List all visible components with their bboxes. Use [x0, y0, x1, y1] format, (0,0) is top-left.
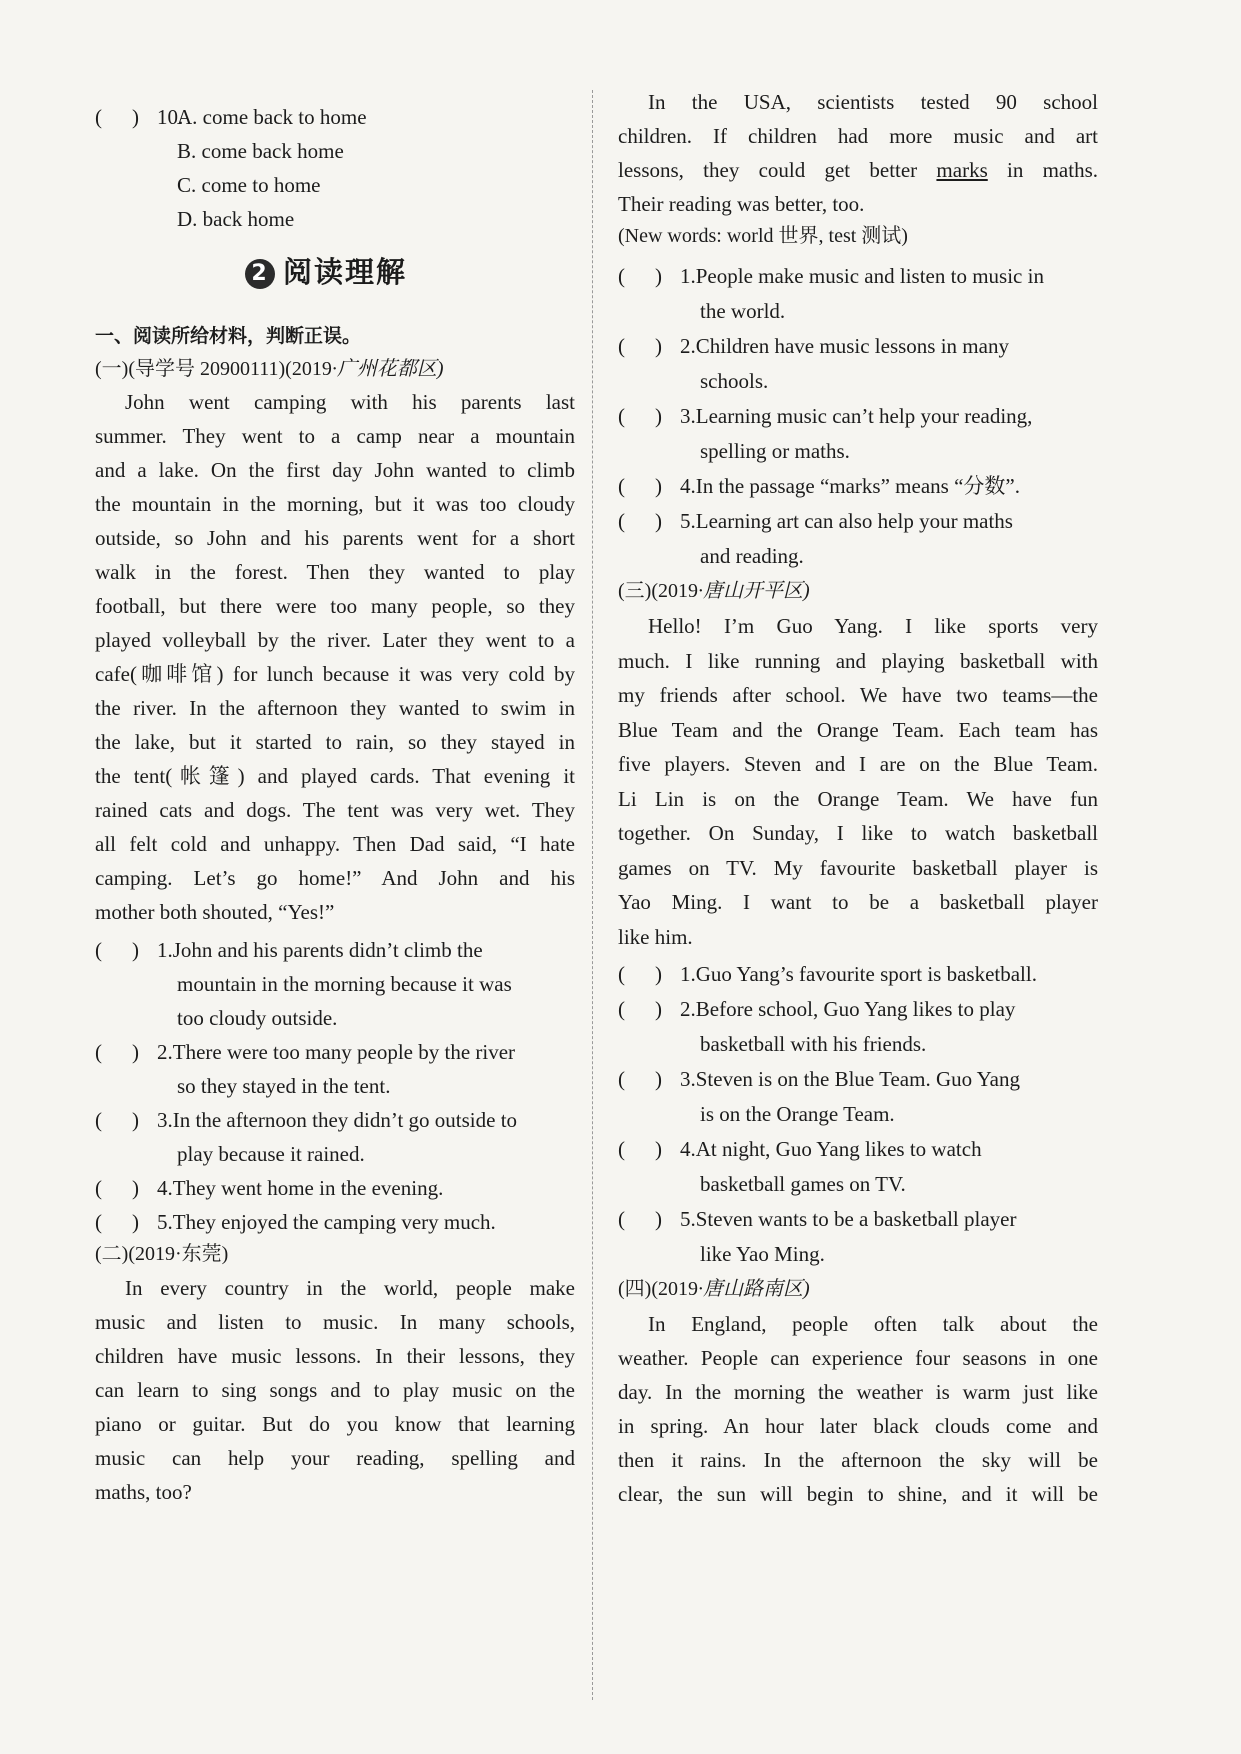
paragraph-line: can learn to sing songs and to play music on the [95, 1378, 575, 1402]
question-continuation [618, 1100, 1098, 1128]
paragraph-line: camping. Let’s go home!” And John and his [95, 866, 575, 890]
passage-4-source-prefix: (四)(2019 [618, 1278, 698, 1300]
answer-blank[interactable]: ( ) [618, 962, 662, 986]
paragraph-line: clear, the sun will begin to shine, and it will be [618, 1482, 1098, 1506]
paragraph-line: all felt cold and unhappy. Then Dad said, “I hate [95, 832, 575, 856]
question-text: Before school, Guo Yang likes to play [695, 997, 1016, 1021]
paragraph-line: five players. Steven and I are on the Blue Team. [618, 752, 1098, 776]
passage-1-source-place: ·广州花都区) [331, 358, 444, 380]
paragraph-line: cafe(咖啡馆) for lunch because it was very cold by [95, 662, 575, 686]
answer-blank[interactable]: ( ) [618, 1137, 662, 1161]
paragraph-line: mother both shouted, “Yes!” [95, 900, 335, 924]
paragraph-line: lessons, they could get better marks in maths. [618, 158, 1098, 182]
question-text: too cloudy outside. [177, 1006, 338, 1030]
paragraph-line: summer. They went to a camp near a mountain [95, 424, 575, 448]
question-continuation [618, 1240, 1098, 1268]
question-text: They went home in the evening. [172, 1176, 444, 1200]
paragraph-line: Li Lin is on the Orange Team. We have fun [618, 786, 1098, 811]
paragraph-line: football, but there were too many people, so they [95, 594, 575, 618]
question-text: Learning art can also help your maths [695, 509, 1013, 533]
paragraph-line: rained cats and dogs. The tent was very wet. They [95, 798, 575, 822]
passage-1-source-prefix: (一)(导学号 20900111)(2019 [95, 358, 332, 380]
question-text: There were too many people by the river [172, 1040, 516, 1064]
paragraph-line: the lake, but it started to rain, so they stayed in [95, 730, 575, 754]
paragraph-line: then it rains. In the afternoon the sky will be [618, 1448, 1098, 1472]
paragraph-line: and a lake. On the first day John wanted to climb [95, 458, 575, 482]
passage-4-source-place: ·唐山路南区) [697, 1278, 810, 1300]
paragraph-line: In the USA, scientists tested 90 school [648, 90, 1098, 114]
question-text: play because it rained. [177, 1142, 365, 1166]
passage-3-source-prefix: (三)(2019 [618, 580, 698, 602]
question-text: In the afternoon they didn’t go outside to [172, 1108, 518, 1132]
paragraph-line: In every country in the world, people make [125, 1276, 575, 1300]
answer-blank[interactable]: ( ) [618, 1067, 662, 1091]
question-number: 3. [680, 1067, 696, 1091]
true-false-question [618, 402, 1098, 430]
question-number: 4. [157, 1176, 173, 1200]
question-number: 2. [680, 997, 696, 1021]
paragraph-line: Their reading was better, too. [618, 192, 865, 216]
paragraph-line: piano or guitar. But do you know that learning [95, 1412, 575, 1436]
answer-blank[interactable]: ( ) [95, 1210, 139, 1234]
question-number: 1. [157, 938, 173, 962]
question-number: 3. [157, 1108, 173, 1132]
paragraph-line: in spring. An hour later black clouds come and [618, 1414, 1098, 1438]
paragraph-line: the mountain in the morning, but it was too cloudy [95, 492, 575, 516]
question-text: is on the Orange Team. [700, 1102, 895, 1126]
column-divider [592, 90, 593, 1700]
question-continuation [95, 1140, 575, 1168]
option-d: D. back home [177, 207, 295, 231]
paragraph-line: day. In the morning the weather is warm just like [618, 1380, 1098, 1404]
true-false-question [618, 1205, 1098, 1233]
question-text: In the passage “marks” means “分数”. [695, 474, 1020, 498]
question-number: 1. [680, 264, 696, 288]
question-text: At night, Guo Yang likes to watch [695, 1137, 982, 1161]
paragraph-line: In England, people often talk about the [648, 1312, 1098, 1336]
true-false-question [95, 1174, 575, 1202]
question-continuation [618, 542, 1098, 570]
question-continuation [618, 1030, 1098, 1058]
question-continuation [618, 367, 1098, 395]
passage-3-source [618, 577, 1098, 605]
answer-blank[interactable]: ( ) [618, 509, 662, 533]
question-text: Guo Yang’s favourite sport is basketball. [695, 962, 1037, 986]
paragraph-line: games on TV. My favourite basketball player is [618, 855, 1098, 880]
passage-1-source [95, 355, 575, 383]
paragraph-line: music can help your reading, spelling and [95, 1446, 575, 1470]
true-false-question [95, 1106, 575, 1134]
question-number: 4. [680, 1137, 696, 1161]
question-text: like Yao Ming. [700, 1242, 825, 1266]
paragraph-line: music and listen to music. In many schools, [95, 1310, 575, 1334]
new-words-note: (New words: world 世界, test 测试) [618, 225, 908, 247]
question-text: schools. [700, 369, 769, 393]
question-continuation [95, 1004, 575, 1032]
question-number: 5. [680, 1207, 696, 1231]
question-number: 2. [157, 1040, 173, 1064]
question-continuation [95, 1072, 575, 1100]
question-number: 10. [157, 105, 184, 129]
paragraph-line: maths, too? [95, 1480, 192, 1504]
true-false-question [618, 332, 1098, 360]
section-number-badge: 2 [245, 259, 275, 289]
paragraph-line: John went camping with his parents last [125, 390, 575, 414]
paragraph-line: outside, so John and his parents went for a short [95, 526, 575, 550]
question-text: Children have music lessons in many [695, 334, 1009, 358]
question-text: mountain in the morning because it was [177, 972, 512, 996]
question-continuation [618, 437, 1098, 465]
question-number: 5. [157, 1210, 173, 1234]
paragraph-line: the tent(帐篷) and played cards. That evening it [95, 764, 575, 788]
true-false-question [618, 960, 1098, 988]
answer-blank[interactable]: ( ) [618, 264, 662, 288]
paragraph-line: children have music lessons. In their lessons, they [95, 1344, 575, 1368]
true-false-question [95, 1038, 575, 1066]
paragraph-line: my friends after school. We have two teams—the [618, 683, 1098, 707]
option-b: B. come back home [177, 139, 344, 163]
paragraph-line: much. I like running and playing basketball with [618, 648, 1098, 673]
question-text: and reading. [700, 544, 804, 568]
question-continuation [618, 297, 1098, 325]
question-continuation [95, 970, 575, 998]
question-number: 3. [680, 404, 696, 428]
paragraph-line: Hello! I’m Guo Yang. I like sports very [648, 614, 1098, 638]
question-text: Steven is on the Blue Team. Guo Yang [695, 1067, 1020, 1091]
section-title-text: 阅读理解 [283, 255, 408, 289]
true-false-question [618, 1065, 1098, 1093]
part-heading: 一、阅读所给材料，判断正误。 [95, 325, 362, 347]
answer-blank[interactable]: ( ) [618, 334, 662, 358]
true-false-question [95, 936, 575, 964]
question-text: John and his parents didn’t climb the [172, 938, 483, 962]
paragraph-line: played volleyball by the river. Later they went to a [95, 628, 575, 652]
question-number: 5. [680, 509, 696, 533]
answer-blank[interactable]: ( ) [95, 938, 139, 962]
answer-blank[interactable]: ( ) [618, 474, 662, 498]
question-number: 2. [680, 334, 696, 358]
passage-3-source-place: ·唐山开平区) [697, 580, 810, 602]
answer-blank-close: ) [132, 105, 139, 129]
paragraph-line: like him. [618, 924, 693, 949]
question-text: Learning music can’t help your reading, [695, 404, 1033, 428]
paragraph-line: Blue Team and the Orange Team. Each team has [618, 717, 1098, 742]
question-text: basketball games on TV. [700, 1172, 906, 1196]
paragraph-line: walk in the forest. Then they wanted to play [95, 560, 575, 584]
true-false-question [95, 1208, 575, 1236]
true-false-question [618, 1135, 1098, 1163]
question-text: the world. [700, 299, 786, 323]
paragraph-line: children. If children had more music and art [618, 124, 1098, 148]
answer-blank[interactable]: ( ) [618, 1207, 662, 1231]
passage-2-source: (二)(2019·东莞) [95, 1243, 229, 1265]
paragraph-line: the river. In the afternoon they wanted to swim in [95, 696, 575, 720]
passage-4-source [618, 1275, 1098, 1303]
section-title [245, 250, 407, 291]
underlined-word: marks [936, 158, 988, 182]
option-c: C. come to home [177, 173, 321, 197]
question-number: 1. [680, 962, 696, 986]
answer-blank[interactable]: ( ) [95, 1176, 139, 1200]
option-a: A. come back to home [177, 105, 367, 129]
answer-blank[interactable]: ( ) [95, 1040, 139, 1064]
answer-blank[interactable]: ( ) [95, 1108, 139, 1132]
true-false-question [618, 262, 1098, 290]
question-text: Steven wants to be a basketball player [695, 1207, 1017, 1231]
question-text: so they stayed in the tent. [177, 1074, 391, 1098]
question-continuation [618, 1170, 1098, 1198]
question-text: They enjoyed the camping very much. [172, 1210, 496, 1234]
true-false-question [618, 507, 1098, 535]
true-false-question [618, 995, 1098, 1023]
paragraph-line: Yao Ming. I want to be a basketball player [618, 890, 1098, 914]
true-false-question [618, 472, 1098, 500]
paragraph-line: together. On Sunday, I like to watch basketball [618, 821, 1098, 845]
question-text: People make music and listen to music in [695, 264, 1044, 288]
question-number: 4. [680, 474, 696, 498]
question-text: spelling or maths. [700, 439, 850, 463]
paragraph-line: weather. People can experience four seasons in one [618, 1346, 1098, 1370]
question-10 [95, 103, 183, 131]
answer-blank[interactable]: ( ) [618, 404, 662, 428]
answer-blank-open: ( [95, 105, 102, 129]
question-text: basketball with his friends. [700, 1032, 927, 1056]
answer-blank[interactable]: ( ) [618, 997, 662, 1021]
